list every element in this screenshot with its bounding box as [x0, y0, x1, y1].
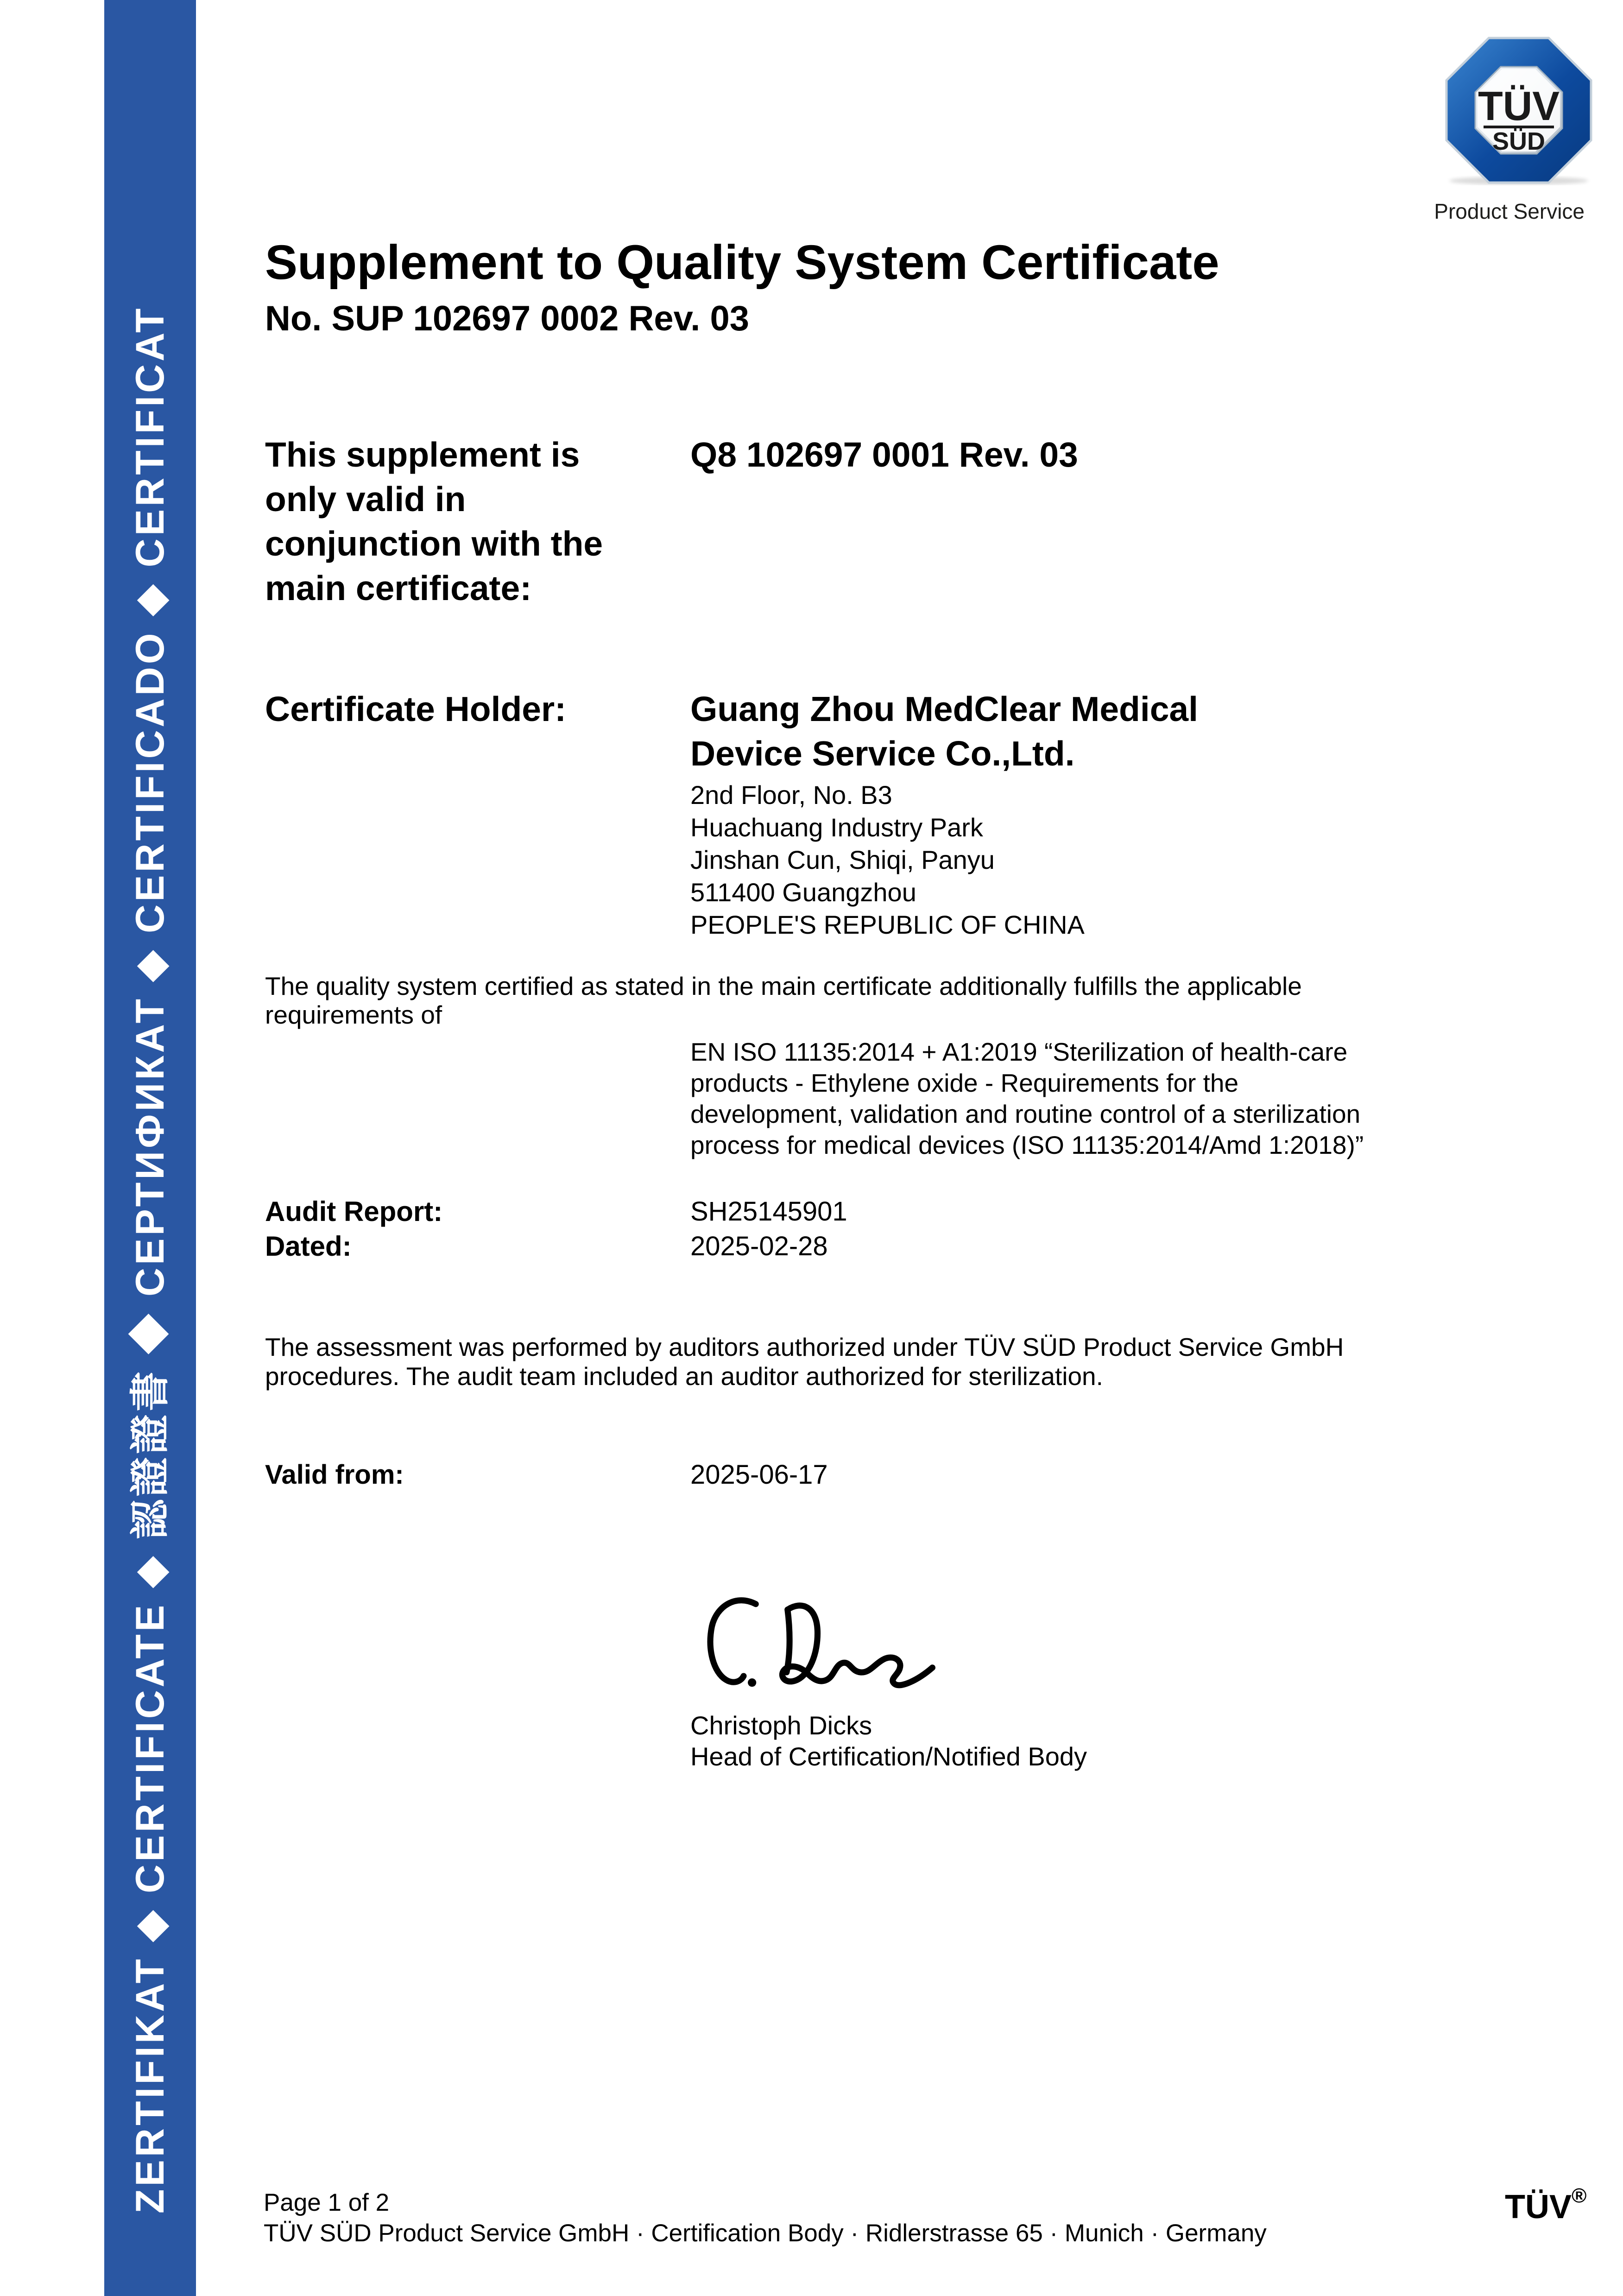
tuv-wordmark — [1505, 2179, 1586, 2224]
registered-trademark-icon: ® — [1572, 2184, 1587, 2207]
assessment-line: procedures. The audit team included an auditor authorized for sterilization. — [265, 1362, 1103, 1391]
address-line: Jinshan Cun, Shiqi, Panyu — [690, 845, 995, 874]
standard-line: products - Ethylene oxide - Requirements for the — [690, 1069, 1239, 1097]
fulfills-intro-line: requirements of — [265, 1000, 442, 1029]
certificate-holder-block — [690, 687, 1198, 941]
certificate-holder-name: Device Service Co.,Ltd. — [690, 734, 1075, 773]
certificate-number: No. SUP 102697 0002 Rev. 03 — [265, 299, 749, 338]
address-line: 511400 Guangzhou — [690, 878, 916, 907]
audit-report-dated-values — [690, 1194, 847, 1264]
assessment-line: The assessment was performed by auditors authorized under TÜV SÜD Product Service GmbH — [265, 1333, 1344, 1361]
certificate-holder-label: Certificate Holder: — [265, 689, 567, 728]
audit-report-dated-labels — [265, 1194, 442, 1264]
certificate-holder-name: Guang Zhou MedClear Medical — [690, 689, 1198, 728]
signer-block — [690, 1710, 1087, 1772]
audit-report-value: SH25145901 — [690, 1196, 847, 1227]
main-certificate-number: Q8 102697 0001 Rev. 03 — [690, 435, 1078, 474]
valid-from-label: Valid from: — [265, 1460, 404, 1490]
supplement-validity-line: main certificate: — [265, 569, 532, 607]
tuv-sud-logo — [1444, 35, 1594, 185]
assessment-note — [265, 1333, 1516, 1391]
footer-block — [264, 2188, 1267, 2249]
fulfills-intro — [265, 972, 1470, 1029]
page-number: Page 1 of 2 — [264, 2189, 390, 2216]
audit-report-label: Audit Report: — [265, 1196, 443, 1227]
address-line: Huachuang Industry Park — [690, 813, 983, 842]
standard-reference — [690, 1037, 1571, 1161]
dated-label: Dated: — [265, 1231, 352, 1262]
tuv-wordmark-text: TÜV — [1505, 2188, 1572, 2226]
dated-value: 2025-02-28 — [690, 1231, 828, 1261]
footer-company-line: TÜV SÜD Product Service GmbH · Certification Body · Ridlerstrasse 65 · Munich · Germany — [264, 2220, 1267, 2247]
address-line: PEOPLE'S REPUBLIC OF CHINA — [690, 910, 1085, 939]
supplement-validity-line: only valid in — [265, 480, 466, 519]
signer-name: Christoph Dicks — [690, 1711, 872, 1740]
product-service-caption: Product Service — [1434, 199, 1585, 223]
certificate-holder-address — [690, 779, 1198, 941]
fulfills-intro-line: The quality system certified as stated in the main certificate additionally fulfills the applicable — [265, 972, 1302, 1000]
page-title: Supplement to Quality System Certificate — [265, 235, 1219, 290]
standard-line: EN ISO 11135:2014 + A1:2019 “Sterilization of health-care — [690, 1037, 1348, 1066]
standard-line: process for medical devices (ISO 11135:2014/Amd 1:2018)” — [690, 1131, 1364, 1159]
supplement-validity-line: This supplement is — [265, 435, 580, 474]
standard-line: development, validation and routine control of a sterilization — [690, 1100, 1361, 1128]
sidebar-rotated-text: ZERTIFIKAT ◆ CERTIFICATE ◆ 認證證書 ◆ СЕРТИФИКАТ ◆ CERTIFICADO ◆ CERTIFICAT — [128, 305, 172, 2214]
address-line: 2nd Floor, No. B3 — [690, 780, 892, 810]
logo-tuv-text: TÜV — [1478, 83, 1560, 129]
signer-title: Head of Certification/Notified Body — [690, 1742, 1087, 1771]
valid-from-value: 2025-06-17 — [690, 1460, 828, 1490]
supplement-validity-line: conjunction with the — [265, 524, 603, 563]
supplement-validity-label — [265, 432, 682, 610]
logo-sud-text: SÜD — [1492, 127, 1546, 155]
signature-image — [689, 1593, 960, 1702]
